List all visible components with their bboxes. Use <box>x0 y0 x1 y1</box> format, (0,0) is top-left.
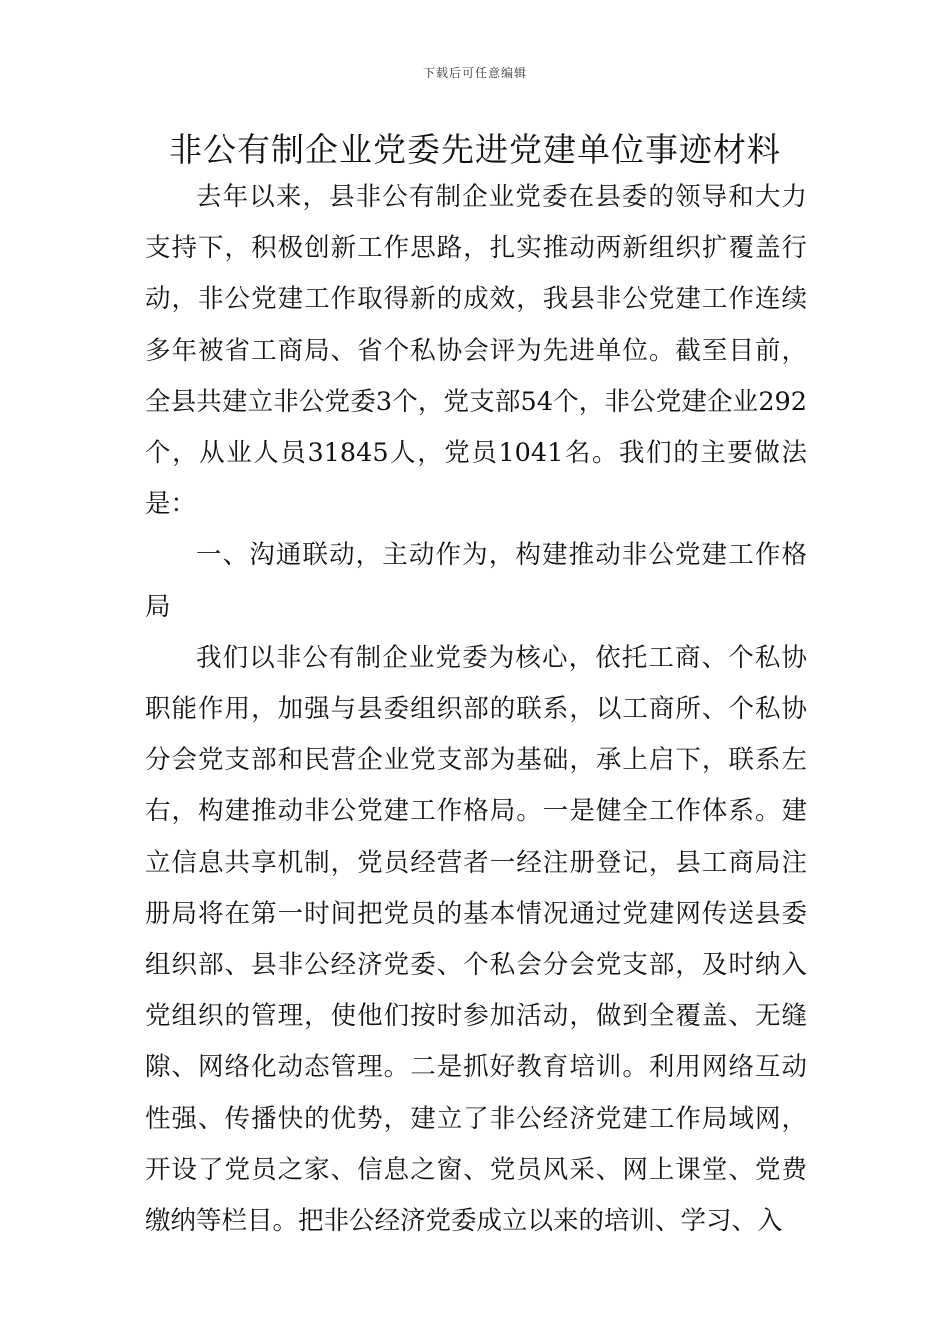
section-heading-1: 一、沟通联动，主动作为，构建推动非公党建工作格局 <box>145 540 807 622</box>
header-note: 下载后可任意编辑 <box>422 66 527 80</box>
document-title: 非公有制企业党委先进党建单位事迹材料 <box>169 130 781 169</box>
paragraph-intro: 去年以来，县非公有制企业党委在县委的领导和大力支持下，积极创新工作思路，扎实推动两新组织扩覆盖行动，非公党建工作取得新的成效，我县非公党建工作连续多年被省工商局、省个私协会评为先进单位。截至目前，全县共建立非公党委3个，党支部54个，非公党建企业292个，从业人员31845人，党员1041名。我们的主要做法是： <box>145 182 807 520</box>
document-body <box>145 172 807 1247</box>
paragraph-section-1: 我们以非公有制企业党委为核心，依托工商、个私协职能作用，加强与县委组织部的联系，以工商所、个私协分会党支部和民营企业党支部为基础，承上启下，联系左右，构建推动非公党建工作格局。一是健全工作体系。建立信息共享机制，党员经营者一经注册登记，县工商局注册局将在第一时间把党员的基本情况通过党建网传送县委组织部、县非公经济党委、个私会分会党支部，及时纳入党组织的管理，使他们按时参加活动，做到全覆盖、无缝隙、网络化动态管理。二是抓好教育培训。利用网络互动性强、传播快的优势，建立了非公经济党建工作局域网，开设了党员之家、信息之窗、党员风采、网上课堂、党费缴纳等栏目。把非公经济党委成立以来的培训、学习、入 <box>145 642 807 1237</box>
